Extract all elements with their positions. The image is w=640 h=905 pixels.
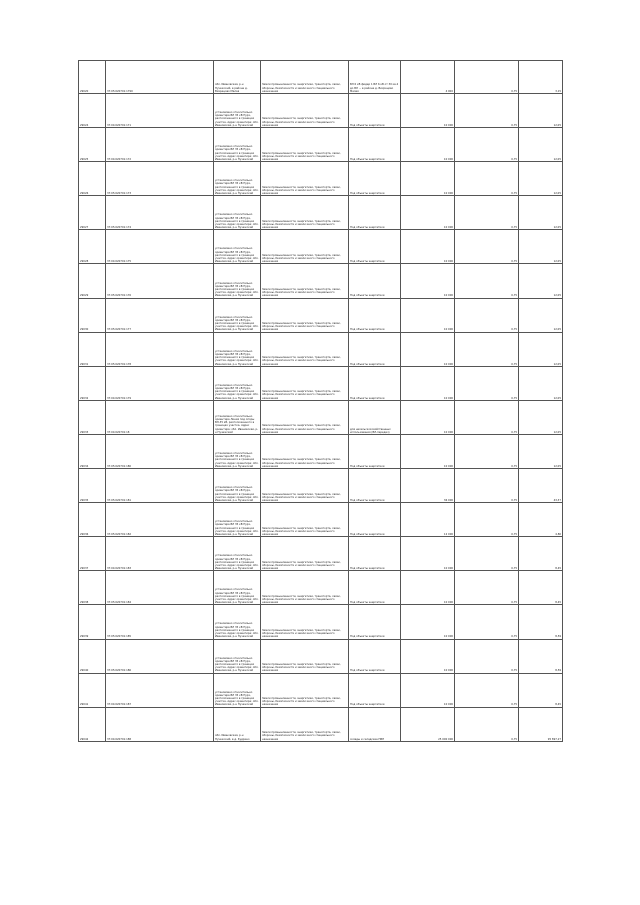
rate-cell: 0,75: [455, 434, 519, 468]
rate-cell: 0,75: [455, 264, 519, 298]
tax-amount-cell: 12,05: [519, 400, 563, 434]
tax-amount-cell: 12,05: [519, 264, 563, 298]
land-category-cell: Земли промышленности, энергетики, транспорта, связи, обороны, безопасности и земли иного специального назначения: [261, 196, 349, 230]
rate-cell: 0,75: [455, 128, 519, 162]
rate-cell: 0,75: [455, 366, 519, 400]
location-cell: установлено относительно ориентира ВЛ 35 кВ Пурх, расположенного в границах участка. Адрес ориентира: обл. Ивановская, р-н Пучежский: [214, 605, 261, 639]
row-id: 29030: [79, 298, 106, 332]
land-category-cell: Земли промышленности, энергетики, транспорта, связи, обороны, безопасности и земли иного специального назначения: [261, 400, 349, 434]
location-cell: установлено относительно ориентира ВЛ 35 кВ Пурх, расположенного в границах участка. Адрес ориентира: обл. Ивановская, р-н Пучежский: [214, 162, 261, 196]
rate-cell: 0,75: [455, 707, 519, 741]
cadastral-number: 37:04:020701:183: [106, 537, 214, 571]
rate-cell: 0,75: [455, 673, 519, 707]
location-cell: установлено относительно ориентира ВЛ 35 кВ Пурх, расположенного в границах участка. Адрес ориентира: обл. Ивановская, р-н Пучежский: [214, 366, 261, 400]
cadastral-number: 37:04:020701:187: [106, 673, 214, 707]
cadastral-number: 37:04:020701:172: [106, 128, 214, 162]
land-category-cell: Земли промышленности, энергетики, транспорта, связи, обороны, безопасности и земли иного специального назначения: [261, 264, 349, 298]
location-cell: установлено относительно ориентира ВЛ 35 кВ Пурх, расположенного в границах участка. Адрес ориентира: обл. Ивановская, р-н Пучежский: [214, 434, 261, 468]
rate-cell: 0,75: [455, 571, 519, 605]
land-category-cell: Земли промышленности, энергетики, транспорта, связи, обороны, безопасности и земли иного специального назначения: [261, 537, 349, 571]
location-cell: установлено относительно ориентира ВЛ 35 кВ Пурх, расположенного в границах участка. Адрес ориентира: обл. Ивановская, р-н Пучежский: [214, 196, 261, 230]
row-id: 29041: [79, 673, 106, 707]
table-row: [79, 639, 563, 673]
tax-amount-cell: 12,05: [519, 162, 563, 196]
row-id: 29033: [79, 400, 106, 434]
land-category-cell: Земли промышленности, энергетики, транспорта, связи, обороны, безопасности и земли иного специального назначения: [261, 434, 349, 468]
row-id: 29038: [79, 571, 106, 605]
permitted-use-cell: Под объекты энергетики: [349, 298, 401, 332]
permitted-use-cell: Под объекты энергетики: [349, 605, 401, 639]
tax-amount-cell: 8,59: [519, 639, 563, 673]
land-category-cell: Земли промышленности, энергетики, транспорта, связи, обороны, безопасности и земли иного специального назначения: [261, 366, 349, 400]
location-cell: установлено относительно ориентира ВЛ 35 кВ Пурх, расположенного в границах участка. Адрес ориентира: обл. Ивановская, р-н Пучежский: [214, 94, 261, 128]
land-category-cell: Земли промышленности, энергетики, транспорта, связи, обороны, безопасности и земли иного специального назначения: [261, 673, 349, 707]
tax-amount-cell: 12,05: [519, 366, 563, 400]
cadastral-number: 37:04:020701:171: [106, 94, 214, 128]
tax-amount-cell: 12,05: [519, 94, 563, 128]
land-category-cell: Земли промышленности, энергетики, транспорта, связи, обороны, безопасности и земли иного специального назначения: [261, 94, 349, 128]
permitted-use-cell: Под объекты энергетики: [349, 537, 401, 571]
table-row: [79, 571, 563, 605]
permitted-use-cell: Под объекты энергетики: [349, 94, 401, 128]
row-id: 29028: [79, 230, 106, 264]
cadastral-number: 37:05:020701:185: [106, 605, 214, 639]
cadastral-number: 37:05:020701:174: [106, 196, 214, 230]
tax-amount-cell: 8,45: [519, 537, 563, 571]
table-row: [79, 298, 563, 332]
permitted-use-cell: ВЛ 6 кВ фидер 1 ВЛ 6 кВ от 30 кв.2 до ВЛ ... в районе д. Вихрецово Малая: [349, 61, 401, 94]
cadastral-number: 37:05:020701:1790: [106, 61, 214, 94]
table-row: [79, 366, 563, 400]
land-category-cell: Земли промышленности, энергетики, транспорта, связи, обороны, безопасности и земли иного специального назначения: [261, 503, 349, 537]
cadastral-number: 37:04:020701:175: [106, 230, 214, 264]
land-category-cell: Земли промышленности, энергетики, транспорта, связи, обороны, безопасности и земли иного специального назначения: [261, 61, 349, 94]
table-row: [79, 605, 563, 639]
land-category-cell: Земли промышленности, энергетики, транспорта, связи, обороны, безопасности и земли иного специального назначения: [261, 332, 349, 366]
tax-amount-cell: 8,59: [519, 605, 563, 639]
permitted-use-cell: Под объекты энергетики: [349, 469, 401, 503]
table-row: [79, 400, 563, 434]
permitted-use-cell: Под объекты энергетики: [349, 639, 401, 673]
land-category-cell: Земли промышленности, энергетики, транспорта, связи, обороны, безопасности и земли иного специального назначения: [261, 639, 349, 673]
cadastral-number: 37:05:020701:186: [106, 639, 214, 673]
area-cell: 10 000: [401, 605, 455, 639]
location-cell: установлено относительно ориентира ВЛ 35 кВ Пурх, расположенного в границах участка. Адрес ориентира: обл. Ивановская, р-н Пучежский: [214, 230, 261, 264]
table-row: [79, 61, 563, 94]
table-row: [79, 128, 563, 162]
rate-cell: 0,75: [455, 332, 519, 366]
location-cell: установлено относительно ориентира ВЛ 35 кВ Пурх, расположенного в границах участка. Адрес ориентира: обл. Ивановская, р-н Пучежский: [214, 469, 261, 503]
location-cell: установлено относительно ориентира ВЛ 35 кВ Пурх, расположенного в границах участка. Адрес ориентира: обл. Ивановская, р-н Пучежский: [214, 571, 261, 605]
table-row: [79, 230, 563, 264]
table-row: [79, 503, 563, 537]
tax-amount-cell: 12,05: [519, 332, 563, 366]
row-id: 29036: [79, 503, 106, 537]
rate-cell: 0,75: [455, 94, 519, 128]
tax-amount-cell: 3,15: [519, 61, 563, 94]
land-category-cell: Земли промышленности, энергетики, транспорта, связи, обороны, безопасности и земли иного специального назначения: [261, 707, 349, 741]
area-cell: 36 000: [401, 469, 455, 503]
permitted-use-cell: Под объекты энергетики: [349, 673, 401, 707]
permitted-use-cell: для несельскохозяйственных использования (ВЛ-передач): [349, 400, 401, 434]
tax-amount-cell: 12,05: [519, 230, 563, 264]
row-id: 29024: [79, 94, 106, 128]
cadastral-number: 37:05:020701:176: [106, 264, 214, 298]
tax-amount-cell: 95 897,27: [519, 707, 563, 741]
location-cell: установлено относительно ориентира ВЛ 35 кВ Пурх, расположенного в границах участка. Адрес ориентира: обл. Ивановская, р-н Пучежский: [214, 332, 261, 366]
rate-cell: 0,75: [455, 196, 519, 230]
rate-cell: 0,75: [455, 605, 519, 639]
table-row: [79, 332, 563, 366]
location-cell: установлено относительно ориентира ВЛ 35 кВ Пурх, расположенного в границах участка. Адрес ориентира: обл. Ивановская, р-н Пучежский: [214, 298, 261, 332]
table-row: [79, 162, 563, 196]
land-category-cell: Земли промышленности, энергетики, транспорта, связи, обороны, безопасности и земли иного специального назначения: [261, 469, 349, 503]
rate-cell: 0,75: [455, 61, 519, 94]
area-cell: 10 000: [401, 673, 455, 707]
permitted-use-cell: Под объекты энергетики: [349, 571, 401, 605]
location-cell: установлено относительно ориентира ВЛ 35 кВ Пурх, расположенного в границах участка. Адрес ориентира: обл. Ивановская, р-н Пучежский: [214, 537, 261, 571]
cadastral-number: 37:05:020701:182: [106, 503, 214, 537]
permitted-use-cell: Под объекты энергетики: [349, 264, 401, 298]
row-id: 29029: [79, 264, 106, 298]
tax-amount-cell: 8,45: [519, 571, 563, 605]
row-id: 29032: [79, 366, 106, 400]
cadastral-number: 37:05:020701:181: [106, 469, 214, 503]
rate-cell: 0,75: [455, 230, 519, 264]
row-id: 29020: [79, 61, 106, 94]
rate-cell: 0,75: [455, 537, 519, 571]
location-cell: установлено относительно ориентира ВЛ 35 кВ Пурх, расположенного в границах участка. Адрес ориентира: обл. Ивановская, р-н Пучежский: [214, 128, 261, 162]
table-row: [79, 673, 563, 707]
area-cell: 10 000: [401, 264, 455, 298]
permitted-use-cell: Под объекты энергетики: [349, 162, 401, 196]
land-category-cell: Земли промышленности, энергетики, транспорта, связи, обороны, безопасности и земли иного специального назначения: [261, 571, 349, 605]
tax-amount-cell: 12,05: [519, 128, 563, 162]
area-cell: 10 000: [401, 128, 455, 162]
area-cell: 10 000: [401, 298, 455, 332]
tax-amount-cell: 12,05: [519, 298, 563, 332]
area-cell: 10 000: [401, 196, 455, 230]
rate-cell: 0,75: [455, 503, 519, 537]
area-cell: 10 000: [401, 94, 455, 128]
row-id: 29031: [79, 332, 106, 366]
area-cell: 10 000: [401, 434, 455, 468]
cadastral-number: 37:05:020701:184: [106, 571, 214, 605]
permitted-use-cell: Под объекты энергетики: [349, 366, 401, 400]
location-cell: установлено относительно ориентира ВЛ 35 кВ Пурх, расположенного в границах участка. Адрес ориентира: обл. Ивановская, р-н Пучежский: [214, 264, 261, 298]
tax-amount-cell: 12,05: [519, 196, 563, 230]
location-cell: установлено относительно ориентира ВЛ 35 кВ Пурх, расположенного в границах участка. Адрес ориентира: обл. Ивановская, р-н Пучежский: [214, 639, 261, 673]
row-id: 29037: [79, 537, 106, 571]
row-id: 29026: [79, 162, 106, 196]
location-cell: установлено относительно ориентира ВЛ 35 кВ Пурх, расположенного в границах участка. Адрес ориентира: обл. Ивановская, р-н Пучежский: [214, 503, 261, 537]
rate-cell: 0,75: [455, 298, 519, 332]
permitted-use-cell: Под объекты энергетики: [349, 128, 401, 162]
tax-amount-cell: 4,80: [519, 503, 563, 537]
area-cell: 10 000: [401, 639, 455, 673]
rate-cell: 0,75: [455, 469, 519, 503]
land-category-cell: Земли промышленности, энергетики, транспорта, связи, обороны, безопасности и земли иного специального назначения: [261, 162, 349, 196]
land-category-cell: Земли промышленности, энергетики, транспорта, связи, обороны, безопасности и земли иного специального назначения: [261, 298, 349, 332]
tax-amount-cell: 43,37: [519, 469, 563, 503]
cadastral-number: 37:04:020701:179: [106, 366, 214, 400]
area-cell: 12 000: [401, 503, 455, 537]
area-cell: 10 000: [401, 366, 455, 400]
permitted-use-cell: Под объекты энергетики: [349, 332, 401, 366]
location-cell: обл. Ивановская, р-н Пучежский, в районе д. Вихрецово Малая: [214, 61, 261, 94]
area-cell: 10 000: [401, 400, 455, 434]
row-id: 29025: [79, 128, 106, 162]
cadastral-number: 37:04:020701:188: [106, 707, 214, 741]
table-row: [79, 434, 563, 468]
registry-body: [79, 61, 563, 742]
row-id: 29034: [79, 434, 106, 468]
area-cell: 4 000: [401, 61, 455, 94]
table-row: [79, 94, 563, 128]
rate-cell: 0,75: [455, 639, 519, 673]
permitted-use-cell: Под объекты энергетики: [349, 196, 401, 230]
cadastral-number: 37:04:020701:18: [106, 400, 214, 434]
rate-cell: 0,75: [455, 162, 519, 196]
area-cell: 25 000 000: [401, 707, 455, 741]
row-id: 29027: [79, 196, 106, 230]
area-cell: 10 000: [401, 332, 455, 366]
area-cell: 10 000: [401, 162, 455, 196]
cadastral-number: 37:05:020701:178: [106, 332, 214, 366]
location-cell: установлено относительно ориентира Линия под опоры ВЛ-35 кВ, расположенного в границах участка. Адрес ориентира: обл. Ивановская, р-н Пучежский: [214, 400, 261, 434]
area-cell: 10 000: [401, 571, 455, 605]
row-id: 29042: [79, 707, 106, 741]
table-row: [79, 264, 563, 298]
cadastral-number: 37:05:020701:180: [106, 434, 214, 468]
table-row: [79, 537, 563, 571]
row-id: 29035: [79, 469, 106, 503]
permitted-use-cell: Под объекты энергетики: [349, 434, 401, 468]
area-cell: 10 000: [401, 230, 455, 264]
table-row: [79, 707, 563, 741]
cadastral-number: 37:05:020701:177: [106, 298, 214, 332]
permitted-use-cell: склады и складские НБП: [349, 707, 401, 741]
land-category-cell: Земли промышленности, энергетики, транспорта, связи, обороны, безопасности и земли иного специального назначения: [261, 230, 349, 264]
registry-table: [78, 60, 563, 742]
cadastral-number: 37:05:020701:173: [106, 162, 214, 196]
table-row: [79, 469, 563, 503]
location-cell: установлено относительно ориентира ВЛ 35 кВ Пурх, расположенного в границах участка. Адрес ориентира: обл. Ивановская, р-н Пучежский: [214, 673, 261, 707]
tax-amount-cell: 12,05: [519, 434, 563, 468]
permitted-use-cell: Под объекты энергетики: [349, 503, 401, 537]
row-id: 29039: [79, 605, 106, 639]
land-category-cell: Земли промышленности, энергетики, транспорта, связи, обороны, безопасности и земли иного специального назначения: [261, 605, 349, 639]
location-cell: обл. Ивановская, р-н Пучежский, в д. Кудрино: [214, 707, 261, 741]
area-cell: 10 000: [401, 537, 455, 571]
row-id: 29040: [79, 639, 106, 673]
permitted-use-cell: Под объекты энергетики: [349, 230, 401, 264]
land-category-cell: Земли промышленности, энергетики, транспорта, связи, обороны, безопасности и земли иного специального назначения: [261, 128, 349, 162]
tax-amount-cell: 8,45: [519, 673, 563, 707]
table-row: [79, 196, 563, 230]
rate-cell: 0,75: [455, 400, 519, 434]
